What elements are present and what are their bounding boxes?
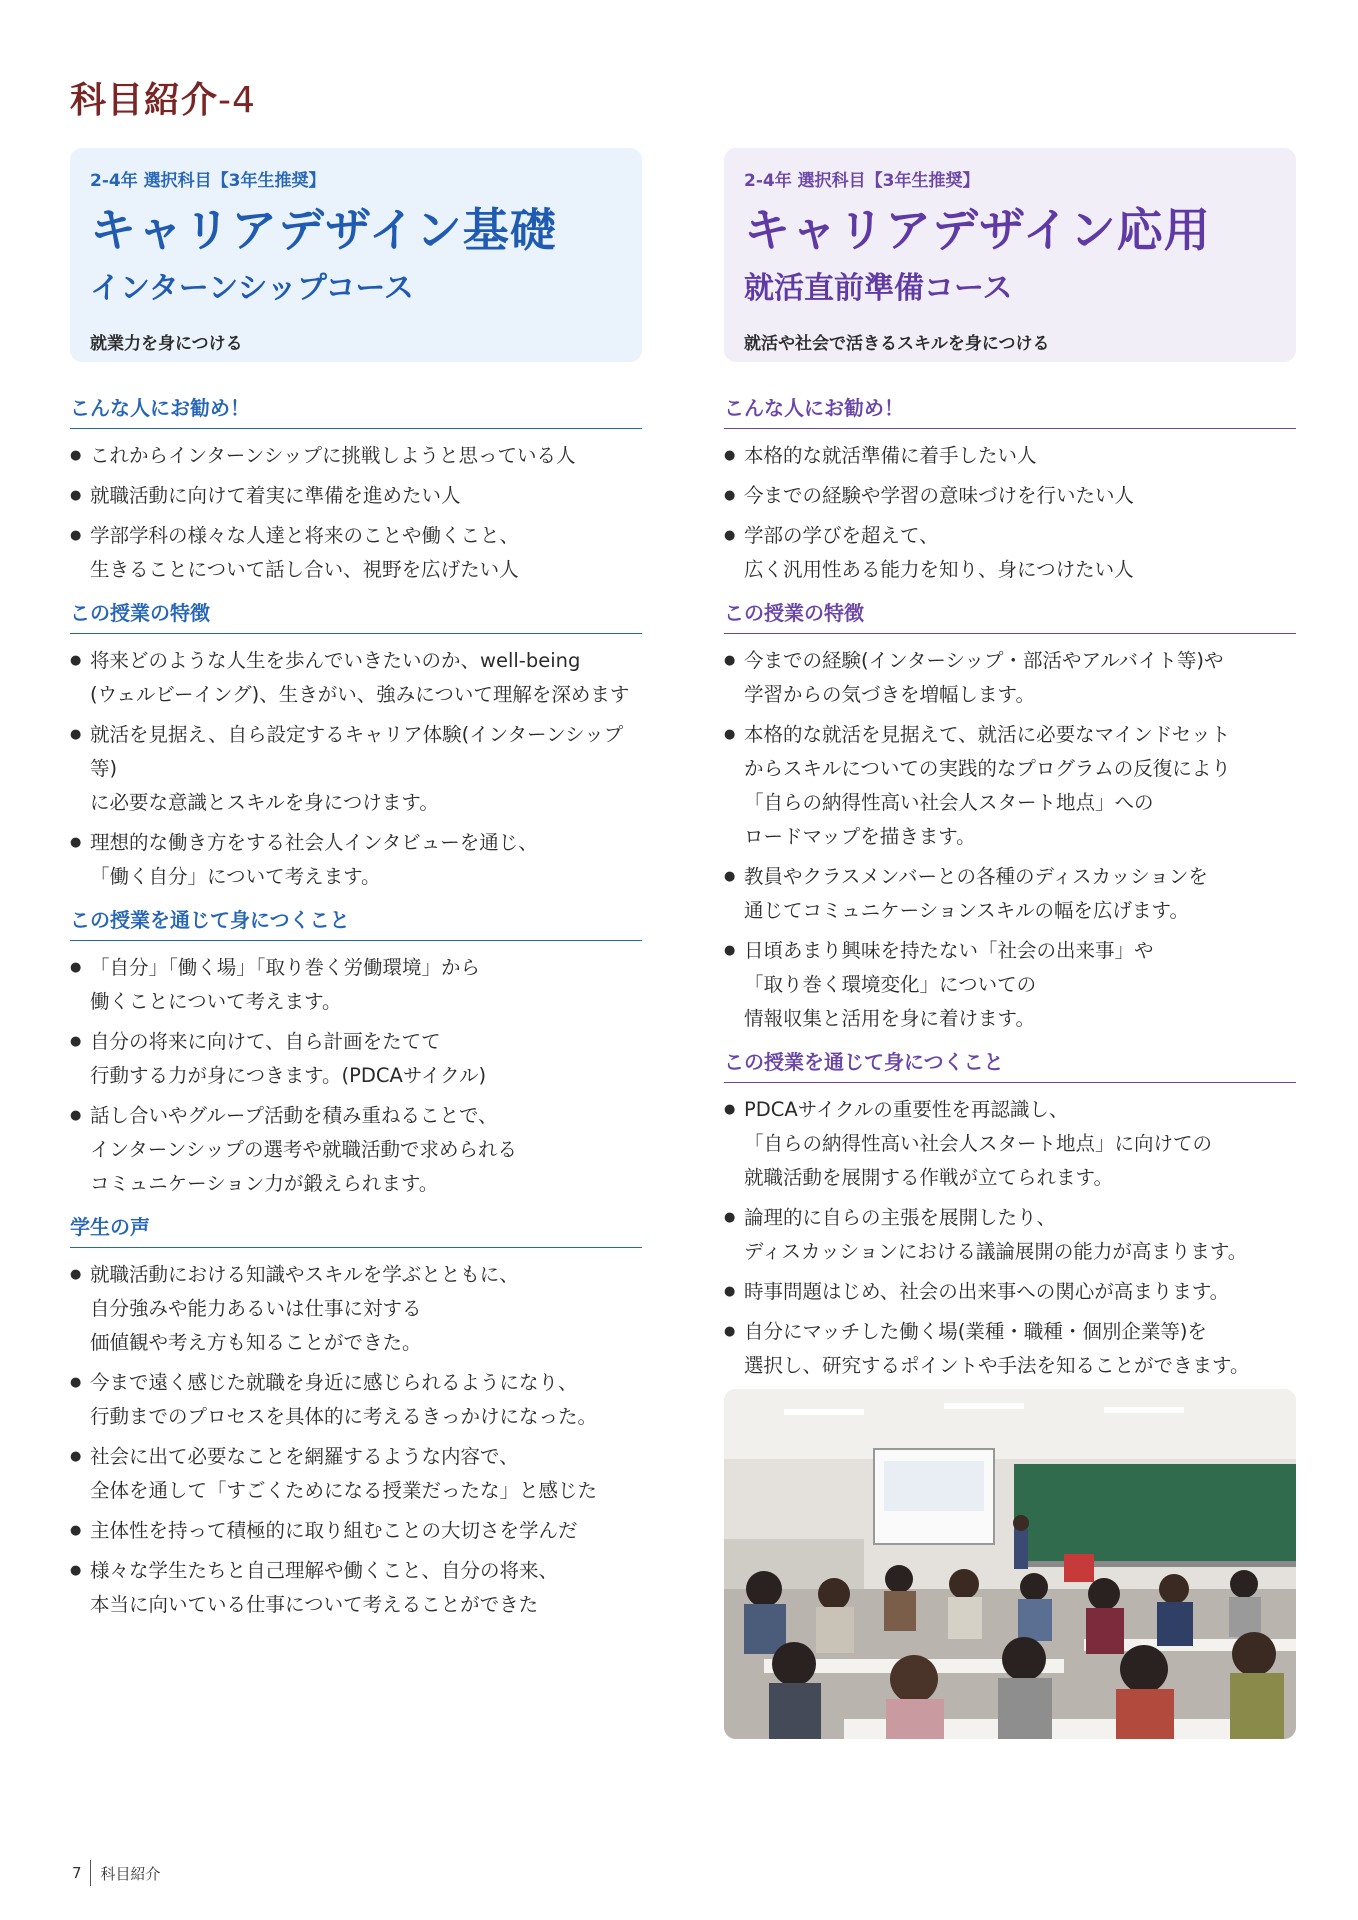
list-item-line: 学習からの気づきを増幅します。: [744, 683, 1035, 706]
section-list: [70, 951, 642, 1201]
section-title: 学生の声: [70, 1211, 642, 1248]
list-item-line: ● 「自分」「働く場」「取り巻く労働環境」から: [90, 956, 481, 979]
page-number: 7: [72, 1864, 82, 1882]
course-section: [724, 392, 1296, 587]
list-item-line: ● 様々な学生たちと自己理解や働くこと、自分の将来、: [90, 1559, 559, 1582]
list-item-line: 「取り巻く環境変化」についての: [744, 973, 1037, 996]
list-item: [724, 1315, 1296, 1383]
section-title: こんな人にお勧め！: [724, 392, 1296, 429]
course-section: [724, 597, 1296, 1036]
list-item: [724, 439, 1296, 473]
list-item: [724, 644, 1296, 712]
list-item-line: 価値観や考え方も知ることができた。: [90, 1331, 422, 1354]
list-item: [724, 718, 1296, 854]
list-item: [724, 1201, 1296, 1269]
list-item-line: ● これからインターンシップに挑戦しようと思っている人: [90, 444, 576, 467]
course-title: キャリアデザイン基礎: [90, 203, 557, 257]
section-list: [70, 1258, 642, 1622]
list-item-line: ● 今までの経験や学習の意味づけを行いたい人: [744, 484, 1135, 507]
list-item-line: 「働く自分」について考えます。: [90, 865, 381, 888]
section-list: [724, 439, 1296, 587]
course-subtitle: インターンシップコース: [90, 270, 414, 306]
list-item-line: ● 本格的な就活を見据えて、就活に必要なマインドセット: [744, 723, 1231, 746]
page-title-text: 科目紹介: [70, 80, 219, 121]
course-section: [70, 392, 642, 587]
course-section: [724, 1046, 1296, 1383]
section-list: [70, 644, 642, 894]
course-column-basic: [70, 148, 642, 1628]
list-item-line: 自分強みや能力あるいは仕事に対する: [90, 1297, 422, 1320]
course-sections-applied: [724, 392, 1296, 1383]
section-list: [70, 439, 642, 587]
list-item: [724, 1093, 1296, 1195]
page-footer: [72, 1860, 161, 1886]
classroom-photo: [724, 1389, 1296, 1739]
course-description: 就業力を身につける: [90, 333, 243, 354]
section-title: この授業の特徴: [70, 597, 642, 634]
list-item-line: ● 学部の学びを超えて、: [744, 524, 939, 547]
section-title: こんな人にお勧め！: [70, 392, 642, 429]
page-title: [70, 72, 256, 123]
list-item-line: ● 将来どのような人生を歩んでいきたいのか、well-being: [90, 649, 581, 672]
list-item-line: 選択し、研究するポイントや手法を知ることができます。: [744, 1354, 1250, 1377]
footer-label: 科目紹介: [100, 1864, 161, 1883]
list-item: [724, 519, 1296, 587]
page-title-number: -4: [218, 80, 256, 121]
list-item-line: ● PDCAサイクルの重要性を再認識し、: [744, 1098, 1069, 1121]
list-item: [70, 479, 642, 513]
list-item-line: ● 就職活動に向けて着実に準備を進めたい人: [90, 484, 461, 507]
list-item-line: 「自らの納得性高い社会人スタート地点」への: [744, 791, 1154, 814]
list-item-line: ● 時事問題はじめ、社会の出来事への関心が高まります。: [744, 1280, 1230, 1303]
list-item-line: ● 理想的な働き方をする社会人インタビューを通じ、: [90, 831, 538, 854]
course-tag: 2-4年 選択科目【3年生推奨】: [744, 171, 980, 191]
course-header-applied: [724, 148, 1296, 362]
section-title: この授業を通じて身につくこと: [724, 1046, 1296, 1083]
list-item-line: 就職活動を展開する作戦が立てられます。: [744, 1166, 1113, 1189]
section-title: この授業の特徴: [724, 597, 1296, 634]
course-description: 就活や社会で活きるスキルを身につける: [744, 333, 1050, 354]
list-item-line: インターンシップの選考や就職活動で求められる: [90, 1138, 517, 1161]
course-tag: 2-4年 選択科目【3年生推奨】: [90, 171, 326, 191]
list-item-line: ロードマップを描きます。: [744, 825, 976, 848]
list-item-line: 情報収集と活用を身に着けます。: [744, 1007, 1035, 1030]
list-item-line: 本当に向いている仕事について考えることができた: [90, 1593, 539, 1616]
list-item: [724, 934, 1296, 1036]
section-list: [724, 644, 1296, 1036]
list-item: [70, 1258, 642, 1360]
course-section: [70, 904, 642, 1201]
list-item-line: ● 今までの経験(インターシップ・部活やアルバイト等)や: [744, 649, 1224, 672]
course-header-basic: [70, 148, 642, 362]
list-item: [70, 951, 642, 1019]
list-item-line: (ウェルビーイング)、生きがい、強みについて理解を深めます: [90, 683, 630, 706]
list-item: [724, 860, 1296, 928]
list-item-line: ディスカッションにおける議論展開の能力が高まります。: [744, 1240, 1248, 1263]
list-item-line: 全体を通して「すごくためになる授業だったな」と感じた: [90, 1479, 598, 1502]
list-item-line: ● 本格的な就活準備に着手したい人: [744, 444, 1037, 467]
list-item-line: に必要な意識とスキルを身につけます。: [90, 791, 439, 814]
list-item-line: 「自らの納得性高い社会人スタート地点」に向けての: [744, 1132, 1213, 1155]
list-item: [70, 1554, 642, 1622]
list-item: [724, 1275, 1296, 1309]
list-item-line: ● 自分の将来に向けて、自ら計画をたてて: [90, 1030, 441, 1053]
course-subtitle: 就活直前準備コース: [744, 270, 1013, 306]
list-item-line: からスキルについての実践的なプログラムの反復により: [744, 757, 1231, 780]
section-list: [724, 1093, 1296, 1383]
section-title: この授業を通じて身につくこと: [70, 904, 642, 941]
list-item-line: ● 就職活動における知識やスキルを学ぶとともに、: [90, 1263, 519, 1286]
list-item-line: ● 社会に出て必要なことを網羅するような内容で、: [90, 1445, 519, 1468]
list-item-line: 通じてコミュニケーションスキルの幅を広げます。: [744, 899, 1189, 922]
list-item: [724, 479, 1296, 513]
course-column-applied: [724, 148, 1296, 1739]
course-title: キャリアデザイン応用: [744, 203, 1211, 257]
list-item-line: ● 日頃あまり興味を持たない「社会の出来事」や: [744, 939, 1154, 962]
list-item: [70, 1440, 642, 1508]
list-item: [70, 644, 642, 712]
list-item: [70, 1025, 642, 1093]
list-item: [70, 718, 642, 820]
list-item-line: 広く汎用性ある能力を知り、身につけたい人: [744, 558, 1134, 581]
list-item-line: 生きることについて話し合い、視野を広げたい人: [90, 558, 519, 581]
list-item-line: 働くことについて考えます。: [90, 990, 342, 1013]
list-item-line: ● 学部学科の様々な人達と将来のことや働くこと、: [90, 524, 520, 547]
list-item-line: ● 主体性を持って積極的に取り組むことの大切さを学んだ: [90, 1519, 578, 1542]
list-item: [70, 519, 642, 587]
list-item-line: ● 自分にマッチした働く場(業種・職種・個別企業等)を: [744, 1320, 1207, 1343]
footer-divider: [90, 1860, 91, 1886]
course-section: [70, 597, 642, 894]
list-item: [70, 826, 642, 894]
list-item-line: ● 論理的に自らの主張を展開したり、: [744, 1206, 1057, 1229]
list-item-line: コミュニケーション力が鍛えられます。: [90, 1172, 439, 1195]
list-item: [70, 1366, 642, 1434]
list-item: [70, 1514, 642, 1548]
list-item-line: ● 今まで遠く感じた就職を身近に感じられるようになり、: [90, 1371, 578, 1394]
list-item: [70, 1099, 642, 1201]
list-item-line: ● 教員やクラスメンバーとの各種のディスカッションを: [744, 865, 1208, 888]
list-item-line: ● 話し合いやグループ活動を積み重ねることで、: [90, 1104, 498, 1127]
course-section: [70, 1211, 642, 1622]
list-item: [70, 439, 642, 473]
list-item-line: ● 就活を見据え、自ら設定するキャリア体験(インターンシップ等): [90, 723, 624, 780]
list-item-line: 行動する力が身につきます。(PDCAサイクル): [90, 1064, 487, 1087]
course-sections-basic: [70, 392, 642, 1622]
list-item-line: 行動までのプロセスを具体的に考えるきっかけになった。: [90, 1405, 598, 1428]
